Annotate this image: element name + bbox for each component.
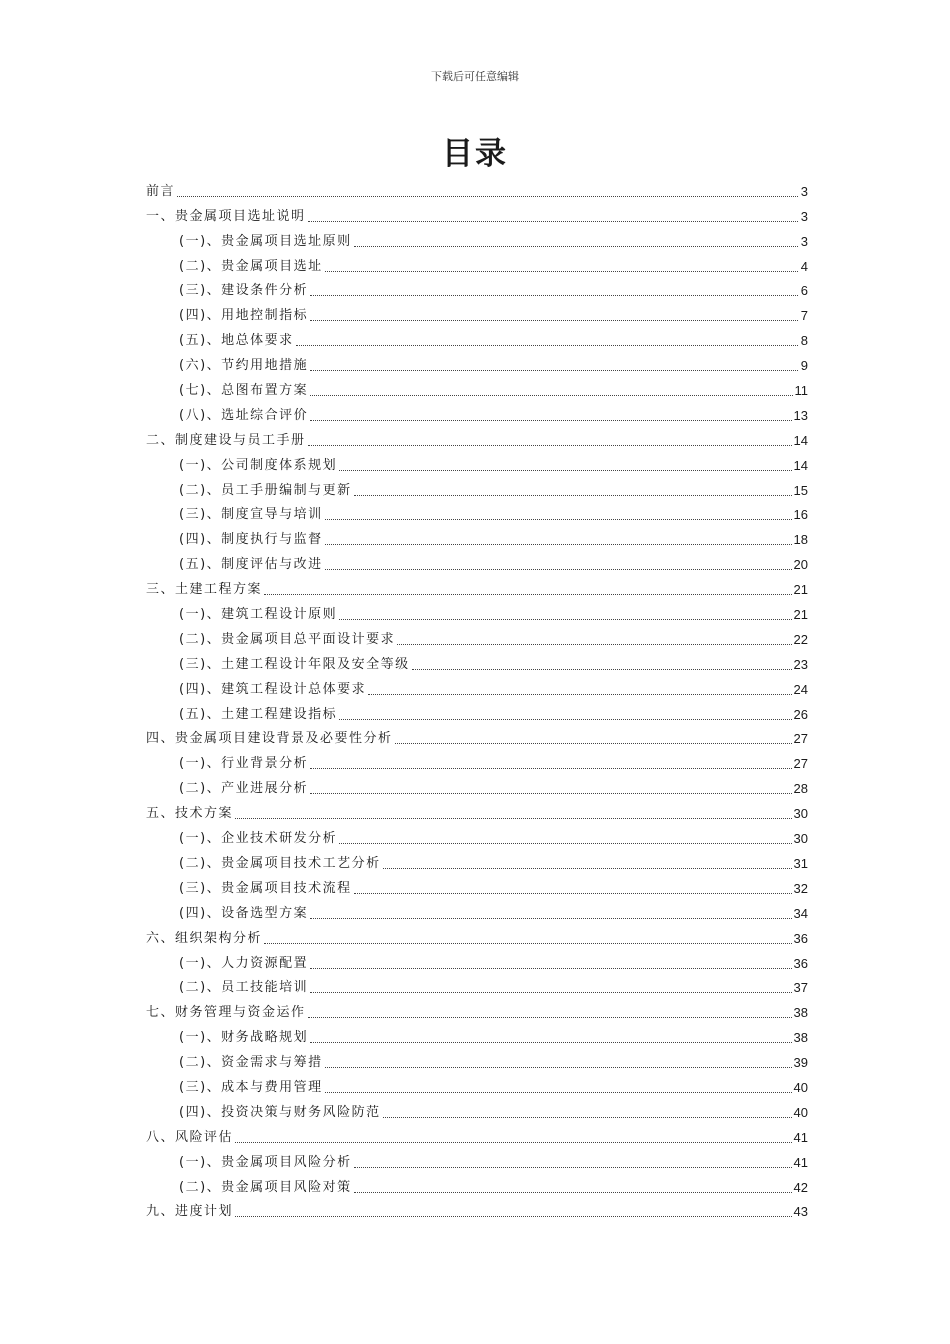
toc-entry-page: 7: [800, 308, 808, 324]
toc-section-entry[interactable]: [146, 1147, 808, 1172]
toc-dot-leader: [310, 1042, 791, 1043]
toc-dot-leader: [235, 1216, 792, 1217]
toc-entry-page: 42: [793, 1179, 808, 1195]
toc-dot-leader: [310, 320, 798, 321]
toc-entry-label: (四)、用地控制指标: [179, 308, 309, 324]
toc-entry-label: 四、贵金属项目建设背景及必要性分析: [146, 731, 393, 747]
toc-entry-label: 六、组织架构分析: [146, 930, 263, 946]
toc-entry-page: 32: [793, 880, 808, 896]
toc-dot-leader: [308, 221, 798, 222]
toc-entry-page: 11: [794, 383, 808, 399]
toc-entry-page: 9: [800, 358, 808, 374]
toc-dot-leader: [354, 893, 792, 894]
toc-entry-label: (二)、员工手册编制与更新: [179, 482, 352, 498]
toc-title: 目录: [442, 136, 508, 172]
toc-entry-page: 15: [793, 482, 808, 498]
toc-dot-leader: [325, 1092, 792, 1093]
toc-section-entry[interactable]: [146, 276, 808, 301]
toc-dot-leader: [310, 918, 791, 919]
toc-entry-label: (二)、贵金属项目技术工艺分析: [179, 855, 381, 871]
toc-dot-leader: [368, 694, 791, 695]
toc-entry-label: (二)、贵金属项目总平面设计要求: [179, 631, 396, 647]
toc-entry-label: (八)、选址综合评价: [179, 407, 309, 423]
toc-section-entry[interactable]: [146, 773, 808, 798]
toc-dot-leader: [310, 420, 791, 421]
toc-section-entry[interactable]: [146, 325, 808, 350]
toc-entry-page: 3: [800, 183, 808, 199]
toc-entry-label: (四)、建筑工程设计总体要求: [179, 681, 367, 697]
toc-entry-label: 二、制度建设与员工手册: [146, 432, 306, 448]
toc-entry-page: 30: [793, 806, 808, 822]
toc-dot-leader: [395, 743, 792, 744]
toc-chapter-entry[interactable]: [146, 425, 808, 450]
toc-chapter-entry[interactable]: [146, 1197, 808, 1222]
toc-dot-leader: [177, 196, 798, 197]
toc-dot-leader: [308, 445, 792, 446]
toc-entry-page: 40: [793, 1104, 808, 1120]
toc-entry-label: (一)、人力资源配置: [179, 955, 309, 971]
toc-entry-page: 24: [793, 681, 808, 697]
toc-entry-label: 七、财务管理与资金运作: [146, 1005, 306, 1021]
toc-entry-page: 34: [793, 905, 808, 921]
toc-entry-page: 21: [793, 607, 808, 623]
toc-dot-leader: [383, 868, 792, 869]
toc-entry-label: (一)、贵金属项目风险分析: [179, 1154, 352, 1170]
toc-entry-page: 43: [793, 1204, 808, 1220]
toc-dot-leader: [310, 395, 792, 396]
toc-entry-page: 28: [793, 781, 808, 797]
toc-entry-label: (三)、土建工程设计年限及安全等级: [179, 656, 410, 672]
toc-section-entry[interactable]: [146, 475, 808, 500]
toc-section-entry[interactable]: [146, 1047, 808, 1072]
toc-chapter-entry[interactable]: [146, 724, 808, 749]
toc-section-entry[interactable]: [146, 873, 808, 898]
toc-entry-page: 38: [793, 1005, 808, 1021]
toc-section-entry[interactable]: [146, 599, 808, 624]
toc-entry-label: (五)、制度评估与改进: [179, 557, 323, 573]
toc-entry-label: 五、技术方案: [146, 806, 234, 822]
toc-entry-page: 20: [793, 557, 808, 573]
toc-entry-label: (一)、行业背景分析: [179, 756, 309, 772]
toc-chapter-entry[interactable]: [146, 798, 808, 823]
toc-dot-leader: [310, 793, 791, 794]
toc-entry-page: 41: [793, 1129, 808, 1145]
toc-chapter-entry[interactable]: [146, 923, 808, 948]
toc-dot-leader: [264, 943, 792, 944]
toc-section-entry[interactable]: [146, 251, 808, 276]
toc-section-entry[interactable]: [146, 948, 808, 973]
toc-dot-leader: [308, 1017, 792, 1018]
toc-section-entry[interactable]: [146, 524, 808, 549]
toc-entry-page: 26: [793, 706, 808, 722]
toc-entry-label: 一、贵金属项目选址说明: [146, 208, 306, 224]
toc-entry-label: 九、进度计划: [146, 1204, 234, 1220]
header-note: 下载后可任意编辑: [431, 70, 519, 83]
toc-entry-page: 21: [793, 582, 808, 598]
toc-section-entry[interactable]: [146, 549, 808, 574]
toc-entry-label: (一)、建筑工程设计原则: [179, 607, 338, 623]
toc-dot-leader: [310, 992, 791, 993]
toc-section-entry[interactable]: [146, 350, 808, 375]
toc-entry-page: 18: [793, 532, 808, 548]
toc-section-entry[interactable]: [146, 1022, 808, 1047]
toc-section-entry[interactable]: [146, 1072, 808, 1097]
toc-entry-page: 22: [793, 631, 808, 647]
toc-entry-label: (三)、成本与费用管理: [179, 1079, 323, 1095]
toc-dot-leader: [397, 644, 791, 645]
toc-section-entry[interactable]: [146, 1097, 808, 1122]
toc-entry-label: (四)、设备选型方案: [179, 905, 309, 921]
toc-entry-page: 36: [793, 955, 808, 971]
toc-entry-label: (四)、制度执行与监督: [179, 532, 323, 548]
toc-entry-page: 31: [793, 855, 808, 871]
toc-dot-leader: [310, 768, 791, 769]
toc-dot-leader: [354, 1192, 792, 1193]
toc-entry-label: (一)、贵金属项目选址原则: [179, 233, 352, 249]
toc-dot-leader: [264, 594, 792, 595]
toc-chapter-entry[interactable]: [146, 574, 808, 599]
toc-dot-leader: [339, 843, 791, 844]
toc-dot-leader: [339, 719, 791, 720]
toc-entry-page: 13: [793, 407, 808, 423]
toc-entry-page: 39: [793, 1055, 808, 1071]
toc-entry-label: (一)、财务战略规划: [179, 1030, 309, 1046]
toc-section-entry[interactable]: [146, 1172, 808, 1197]
toc-dot-leader: [383, 1117, 792, 1118]
toc-entry-page: 6: [800, 283, 808, 299]
toc-section-entry[interactable]: [146, 973, 808, 998]
toc-dot-leader: [325, 519, 792, 520]
toc-entry-label: (五)、地总体要求: [179, 333, 294, 349]
toc-dot-leader: [354, 246, 798, 247]
toc-entry-label: (三)、贵金属项目技术流程: [179, 880, 352, 896]
toc-entry-label: (四)、投资决策与财务风险防范: [179, 1104, 381, 1120]
toc-entry-page: 37: [793, 980, 808, 996]
toc-dot-leader: [339, 470, 791, 471]
toc-entry-label: (三)、建设条件分析: [179, 283, 309, 299]
toc-entry-label: (六)、节约用地措施: [179, 358, 309, 374]
toc-dot-leader: [235, 818, 792, 819]
toc-section-entry[interactable]: [146, 500, 808, 525]
toc-entry-page: 4: [800, 258, 808, 274]
toc-dot-leader: [354, 495, 792, 496]
table-of-contents: [146, 176, 808, 1221]
toc-section-entry[interactable]: [146, 624, 808, 649]
toc-section-entry[interactable]: [146, 375, 808, 400]
toc-chapter-entry[interactable]: [146, 1122, 808, 1147]
toc-entry-page: 27: [793, 731, 808, 747]
toc-entry-label: 前言: [146, 183, 176, 199]
toc-section-entry[interactable]: [146, 748, 808, 773]
toc-entry-page: 38: [793, 1030, 808, 1046]
toc-entry-label: (五)、土建工程建设指标: [179, 706, 338, 722]
toc-section-entry[interactable]: [146, 226, 808, 251]
toc-section-entry[interactable]: [146, 848, 808, 873]
toc-entry-label: (二)、产业进展分析: [179, 781, 309, 797]
toc-dot-leader: [310, 370, 798, 371]
toc-entry-page: 23: [793, 656, 808, 672]
toc-entry-page: 14: [793, 432, 808, 448]
toc-dot-leader: [325, 271, 798, 272]
toc-dot-leader: [235, 1142, 792, 1143]
toc-section-entry[interactable]: [146, 823, 808, 848]
toc-dot-leader: [310, 968, 791, 969]
toc-entry-label: (七)、总图布置方案: [179, 383, 309, 399]
toc-entry-page: 41: [793, 1154, 808, 1170]
toc-dot-leader: [412, 669, 792, 670]
toc-entry-page: 36: [793, 930, 808, 946]
toc-section-entry[interactable]: [146, 300, 808, 325]
toc-section-entry[interactable]: [146, 699, 808, 724]
toc-chapter-entry[interactable]: [146, 997, 808, 1022]
toc-entry-page: 16: [793, 507, 808, 523]
toc-entry-label: (一)、公司制度体系规划: [179, 457, 338, 473]
toc-entry-label: 八、风险评估: [146, 1129, 234, 1145]
toc-entry-label: (二)、贵金属项目选址: [179, 258, 323, 274]
toc-chapter-entry[interactable]: [146, 201, 808, 226]
toc-section-entry[interactable]: [146, 649, 808, 674]
toc-entry-page: 3: [800, 208, 808, 224]
toc-section-entry[interactable]: [146, 674, 808, 699]
toc-dot-leader: [310, 295, 798, 296]
toc-entry-page: 14: [793, 457, 808, 473]
toc-section-entry[interactable]: [146, 400, 808, 425]
toc-dot-leader: [354, 1167, 792, 1168]
toc-entry-label: (二)、员工技能培训: [179, 980, 309, 996]
toc-dot-leader: [325, 569, 792, 570]
toc-entry-page: 27: [793, 756, 808, 772]
toc-entry-label: (一)、企业技术研发分析: [179, 831, 338, 847]
toc-dot-leader: [325, 1067, 792, 1068]
toc-entry-page: 40: [793, 1079, 808, 1095]
toc-dot-leader: [325, 544, 792, 545]
toc-entry-label: 三、土建工程方案: [146, 582, 263, 598]
toc-section-entry[interactable]: [146, 450, 808, 475]
toc-dot-leader: [296, 345, 798, 346]
toc-entry-page: 3: [800, 233, 808, 249]
toc-chapter-entry[interactable]: [146, 176, 808, 201]
toc-section-entry[interactable]: [146, 898, 808, 923]
toc-entry-label: (三)、制度宣导与培训: [179, 507, 323, 523]
toc-entry-page: 30: [793, 831, 808, 847]
toc-entry-page: 8: [800, 333, 808, 349]
toc-entry-label: (二)、贵金属项目风险对策: [179, 1179, 352, 1195]
toc-dot-leader: [339, 619, 791, 620]
toc-entry-label: (二)、资金需求与筹措: [179, 1055, 323, 1071]
